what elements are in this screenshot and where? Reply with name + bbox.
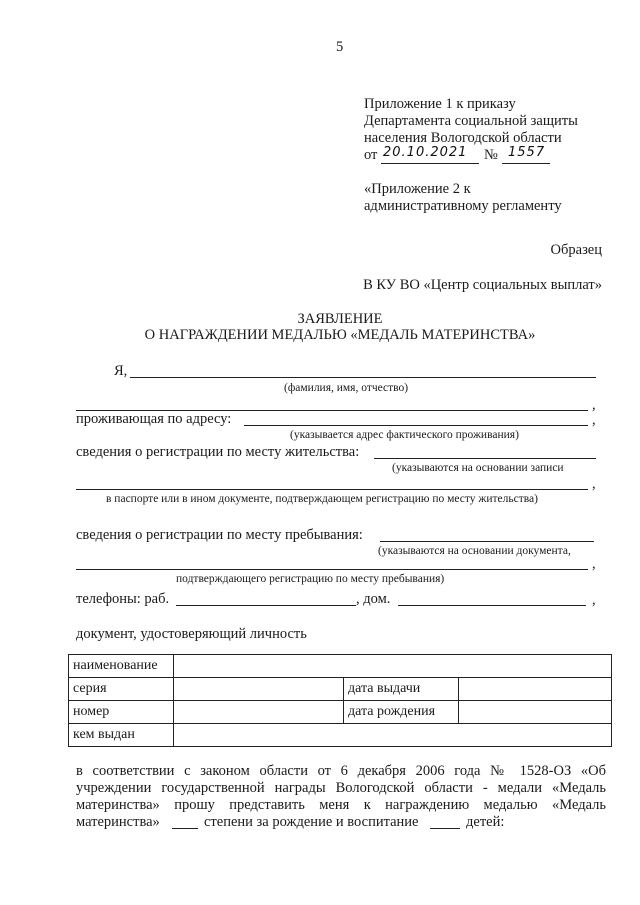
home-phone-field[interactable] <box>398 605 586 606</box>
work-phone-field[interactable] <box>176 605 356 606</box>
appendix2-line-2: административному регламенту <box>364 198 562 214</box>
table-cell-label: дата рождения <box>344 701 459 724</box>
page-number: 5 <box>336 39 344 55</box>
paragraph-line-3: материнства» прошу представить меня к награждению медалью «Медаль <box>76 797 606 813</box>
comma: , <box>592 397 596 413</box>
table-cell-label: наименование <box>69 655 174 678</box>
table-row <box>69 678 612 701</box>
phones-label: телефоны: раб. <box>76 591 170 607</box>
fio-hint: (фамилия, имя, отчество) <box>284 382 409 394</box>
document-subtitle: О НАГРАЖДЕНИИ МЕДАЛЬЮ «МЕДАЛЬ МАТЕРИНСТВА» <box>144 327 536 343</box>
birth-date-value-cell[interactable] <box>459 701 612 724</box>
address-field[interactable] <box>244 425 588 426</box>
paragraph-line-4b: степени за рождение и воспитание <box>204 814 419 830</box>
paragraph-line-1: в соответствии с законом области от 6 декабря 2006 года № 1528-ОЗ «Об <box>76 763 606 779</box>
registration-continuation-field[interactable] <box>76 489 588 490</box>
issue-date-value-cell[interactable] <box>459 678 612 701</box>
appendix-line-2: Департамента социальной защиты <box>364 113 578 129</box>
table-row <box>69 655 612 678</box>
i-label: Я, <box>114 363 128 379</box>
address-label: проживающая по адресу: <box>76 411 232 427</box>
id-document-table <box>68 654 612 747</box>
table-cell-label: серия <box>69 678 174 701</box>
address-hint: (указывается адрес фактического проживания) <box>290 429 519 441</box>
document-title: ЗАЯВЛЕНИЕ <box>297 311 383 327</box>
table-cell-label: кем выдан <box>69 724 174 747</box>
appendix-line-3: населения Вологодской области <box>364 130 562 146</box>
appendix2-line-1: «Приложение 2 к <box>364 181 471 197</box>
comma: , <box>592 556 596 572</box>
paragraph-line-2: учреждении государственной награды Вологодской области - медали «Медаль <box>76 780 606 796</box>
paragraph-line-4a: материнства» <box>76 814 160 830</box>
number-value-cell[interactable] <box>174 701 344 724</box>
home-phone-label: , дом. <box>356 591 391 607</box>
table-cell-label: номер <box>69 701 174 724</box>
comma: , <box>592 592 596 608</box>
issued-by-value-cell[interactable] <box>174 724 612 747</box>
registration-field[interactable] <box>374 458 596 459</box>
registration-label: сведения о регистрации по месту жительства: <box>76 444 360 460</box>
comma: , <box>592 412 596 428</box>
stay-hint: (указываются на основании документа, <box>378 545 571 557</box>
comma: , <box>592 476 596 492</box>
appendix-date: 20.10.2021 <box>383 145 468 160</box>
series-value-cell[interactable] <box>174 678 344 701</box>
id-doc-label: документ, удостоверяющий личность <box>76 626 307 642</box>
paragraph-line-4c: детей: <box>466 814 505 830</box>
name-value-cell[interactable] <box>174 655 612 678</box>
registration-hint: (указываются на основании записи <box>392 462 564 474</box>
stay-continuation-field[interactable] <box>76 569 588 570</box>
table-cell-label: дата выдачи <box>344 678 459 701</box>
fio-field[interactable] <box>130 377 596 378</box>
appendix-number-label: № <box>484 147 498 163</box>
date-underline <box>381 163 479 164</box>
children-count-field[interactable] <box>430 828 460 829</box>
addressee: В КУ ВО «Центр социальных выплат» <box>363 277 602 293</box>
number-underline <box>502 163 550 164</box>
table-row <box>69 724 612 747</box>
registration-hint-2: в паспорте или в ином документе, подтверждающем регистрацию по месту жительства) <box>106 493 538 505</box>
stay-label: сведения о регистрации по месту пребывания: <box>76 527 363 543</box>
table-row <box>69 701 612 724</box>
appendix-from-label: от <box>364 147 378 163</box>
stay-field[interactable] <box>380 541 594 542</box>
appendix-line-1: Приложение 1 к приказу <box>364 96 516 112</box>
appendix-number: 1557 <box>508 145 546 160</box>
stay-hint-2: подтверждающего регистрацию по месту пребывания) <box>176 573 445 585</box>
sample-label: Образец <box>550 242 602 258</box>
degree-field[interactable] <box>172 828 198 829</box>
